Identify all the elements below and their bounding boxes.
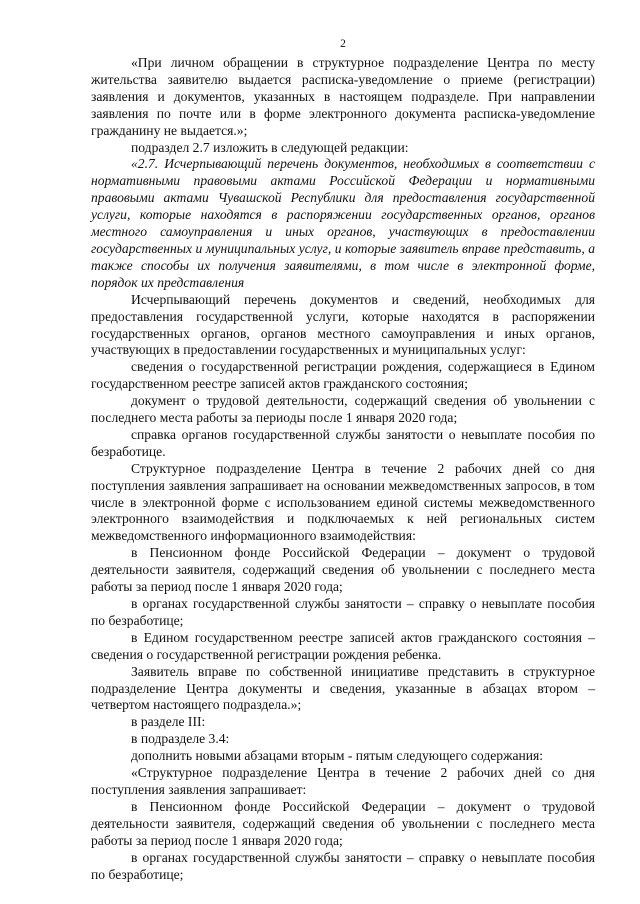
- paragraph-section-3: в разделе III:: [131, 714, 206, 730]
- paragraph-add-new-paragraphs: дополнить новыми абзацами вторым - пятым следующего содержания:: [131, 748, 544, 764]
- paragraph-subsection-2-7-intro: подраздел 2.7 изложить в следующей редакции:: [131, 139, 409, 155]
- document-page: [91, 38, 595, 883]
- paragraph-center-requests: «Структурное подразделение Центра в течение 2 рабочих дней со дня поступления заявления запрашивает:: [91, 765, 595, 797]
- paragraph-employment-service-2: в органах государственной службы занятости – справку о невыплате пособия по безработице;: [91, 849, 595, 882]
- paragraph-employment-service: в органах государственной службы занятости – справку о невыплате пособия по безработице;: [91, 596, 595, 628]
- paragraph-unemployment-certificate: справка органов государственной службы занятости о невыплате пособия по безработице.: [91, 426, 595, 459]
- paragraph-employment-document: документ о трудовой деятельности, содержащий сведения об увольнении с последнего места работы за периоды после 1 января 2020 года;: [91, 393, 595, 426]
- page-number: 2: [340, 38, 346, 50]
- paragraph-receipt-notice: «При личном обращении в структурное подразделение Центра по месту жительства заявителю выдается расписка-уведомление о приеме (регистрации) заявления и документов, указанных в настоящем подразделе. При направлении заявления по почте или в форме электронного документа расписка-уведомление гражданину не выдается.»;: [91, 55, 595, 138]
- paragraph-applicant-initiative: Заявитель вправе по собственной инициативе представить в структурное подразделение Центра документы и сведения, указанные в абзацах втором – четвертом настоящего подраздела.»;: [91, 663, 595, 713]
- paragraph-civil-registry: в Едином государственном реестре записей актов гражданского состояния – сведения о государственной регистрации рождения ребенка.: [91, 629, 595, 662]
- paragraph-subsection-3-4: в подразделе 3.4:: [131, 731, 230, 747]
- paragraph-subsection-2-7-heading: «2.7. Исчерпывающий перечень документов, необходимых в соответствии с нормативными правовыми актами Российской Федерации и нормативными правовыми актами Чувашской Республики для предоставления государственной услуги, которые находятся в распоряжении государственных органов, органов местного самоуправления и иных органов, участвующих в предоставлении государственных и муниципальных услуг, и которые заявитель вправе представить, а также способы их получения заявителями, в том числе в электронной форме, порядок их представления: [91, 156, 595, 290]
- paragraph-pension-fund-2: в Пенсионном фонде Российской Федерации – документ о трудовой деятельности заявителя, содержащий сведения об увольнении с последнего места работы за период после 1 января 2020 года;: [91, 798, 595, 848]
- paragraph-documents-list-intro: Исчерпывающий перечень документов и сведений, необходимых для предоставления государственной услуги, которые находятся в распоряжении государственных органов, органов местного самоуправления и иных органов, участвующих в предоставлении государственных и муниципальных услуг:: [91, 291, 595, 358]
- paragraph-birth-registration: сведения о государственной регистрации рождения, содержащиеся в Едином государственном реестре записей актов гражданского состояния;: [91, 359, 595, 392]
- paragraph-pension-fund: в Пенсионном фонде Российской Федерации – документ о трудовой деятельности заявителя, содержащий сведения об увольнении с последнего места работы за период после 1 января 2020 года;: [91, 545, 595, 595]
- paragraph-interagency-requests: Структурное подразделение Центра в течение 2 рабочих дней со дня поступления заявления запрашивает на основании межведомственных запросов, в том числе в электронной форме с использованием единой системы межведомственного электронного взаимодействия и подключаемых к ней региональных систем межведомственного информационного взаимодействия:: [91, 460, 595, 544]
